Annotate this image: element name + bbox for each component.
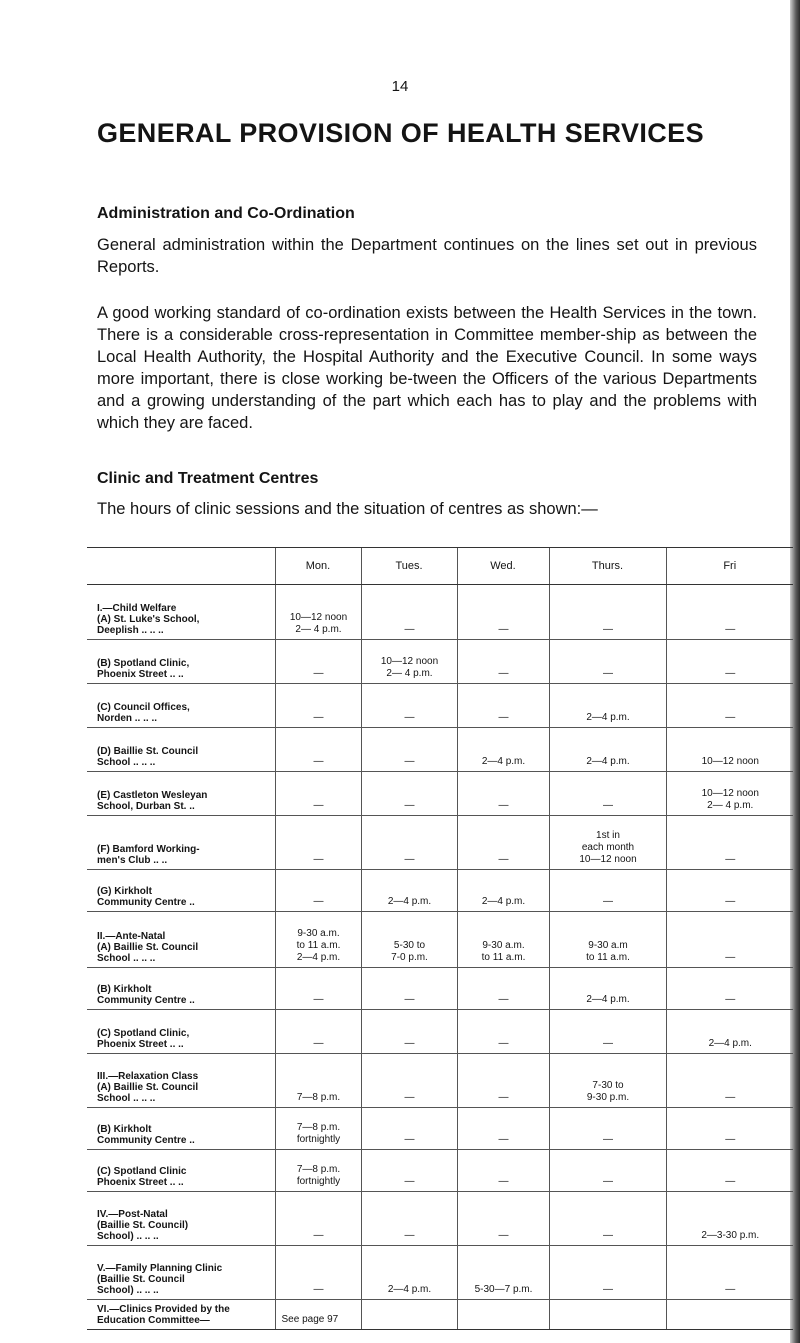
schedule-cell-line: 2—4 p.m. [387, 896, 432, 907]
row-label-line: (A) St. Luke's School, [97, 614, 200, 625]
schedule-cell-line: — [603, 1134, 613, 1145]
row-label-line: V.—Family Planning Clinic [97, 1263, 223, 1274]
schedule-cell-line: 2—4 p.m. [387, 1284, 432, 1295]
header-cell: Wed. [457, 548, 549, 585]
schedule-cell [275, 816, 361, 870]
schedule-cell-line: See page 97 [281, 1314, 339, 1325]
schedule-cell-line: — [498, 1038, 509, 1049]
schedule-cell [275, 1054, 361, 1108]
row-label-line: Community Centre .. [97, 995, 195, 1006]
schedule-cell-line: — [725, 668, 736, 679]
schedule-cell [361, 1192, 457, 1246]
schedule-cell-line: — [313, 854, 324, 865]
schedule-cell [549, 640, 666, 684]
schedule-cell [361, 968, 457, 1010]
schedule-cell-line: — [603, 1176, 613, 1187]
schedule-cell-line: to 11 a.m. [296, 940, 341, 951]
row-label [87, 968, 275, 1010]
schedule-cell-line: — [498, 624, 509, 635]
schedule-cell [275, 640, 361, 684]
schedule-cell-line: — [725, 1176, 736, 1187]
row-label-line: (F) Bamford Working- [97, 844, 200, 855]
row-label [87, 728, 275, 772]
schedule-cell-line: — [404, 1134, 415, 1145]
schedule-cell-line: — [725, 1134, 736, 1145]
schedule-cell-line: — [404, 712, 415, 723]
row-label [87, 1108, 275, 1150]
schedule-cell [549, 1246, 666, 1300]
schedule-cell [457, 1150, 549, 1192]
paragraph-general-administration [97, 234, 757, 278]
schedule-cell [361, 870, 457, 912]
schedule-cell [457, 772, 549, 816]
table-row [87, 1246, 793, 1300]
schedule-cell [666, 772, 793, 816]
schedule-cell-line: 2— 4 p.m. [295, 624, 342, 635]
schedule-cell [549, 1150, 666, 1192]
schedule-cell-line: 9-30 a.m [588, 940, 628, 951]
schedule-cell [361, 1300, 457, 1330]
schedule-cell-line: 7—8 p.m. [296, 1164, 341, 1175]
schedule-cell [549, 585, 666, 640]
schedule-cell-line: 2—4 p.m. [586, 994, 630, 1005]
schedule-cell-line: — [603, 896, 613, 907]
schedule-cell-line: — [498, 1092, 509, 1103]
schedule-cell [275, 1150, 361, 1192]
schedule-cell-line: fortnightly [296, 1134, 341, 1145]
schedule-cell [666, 1108, 793, 1150]
schedule-cell [666, 1300, 793, 1330]
table-row [87, 870, 793, 912]
schedule-cell [457, 640, 549, 684]
schedule-cell [457, 870, 549, 912]
schedule-cell-line: each month [581, 842, 635, 853]
schedule-cell-line: — [313, 1284, 324, 1295]
schedule-cell [275, 1246, 361, 1300]
schedule-cell [549, 772, 666, 816]
row-label-line: (Baillie St. Council) [97, 1220, 189, 1231]
schedule-cell-line: — [498, 1230, 509, 1241]
schedule-cell-line: 10—12 noon [701, 756, 759, 767]
schedule-cell [549, 1010, 666, 1054]
row-label-line: (A) Baillie St. Council [97, 942, 199, 953]
schedule-cell-line: to 11 a.m. [481, 952, 526, 963]
schedule-cell-line: — [498, 712, 509, 723]
schedule-cell-line: — [603, 1038, 613, 1049]
schedule-cell [457, 1054, 549, 1108]
schedule-cell-line: 9-30 a.m. [297, 928, 340, 939]
page-number: 14 [391, 78, 409, 95]
schedule-cell-line: — [725, 896, 736, 907]
table-row [87, 912, 793, 968]
row-label-line: (C) Spotland Clinic, [97, 1028, 190, 1039]
schedule-cell [361, 1054, 457, 1108]
schedule-cell [666, 728, 793, 772]
schedule-cell [361, 728, 457, 772]
schedule-cell [275, 1300, 361, 1330]
schedule-cell-line: 1st in [596, 830, 620, 841]
schedule-cell [549, 870, 666, 912]
table-row [87, 728, 793, 772]
header-cell: Fri [666, 548, 793, 585]
schedule-cell [666, 1054, 793, 1108]
schedule-cell [549, 1300, 666, 1330]
row-label-line: Community Centre .. [97, 1135, 195, 1146]
row-label-line: men's Club .. .. [97, 855, 168, 866]
schedule-cell [361, 640, 457, 684]
schedule-cell-line: — [404, 800, 415, 811]
schedule-cell [361, 816, 457, 870]
row-label-line: Deeplish .. .. .. [97, 625, 164, 636]
row-label [87, 1150, 275, 1192]
schedule-cell-line: — [603, 668, 613, 679]
schedule-cell-line: — [404, 1176, 415, 1187]
paragraph-clinic-intro [97, 498, 757, 520]
schedule-cell [666, 585, 793, 640]
row-label-line: School, Durban St. .. [97, 801, 195, 812]
schedule-cell [361, 1150, 457, 1192]
schedule-cell-line: — [313, 896, 324, 907]
row-label-line: II.—Ante-Natal [97, 931, 166, 942]
schedule-cell [666, 1010, 793, 1054]
row-label-line: Phoenix Street .. .. [97, 1177, 184, 1188]
paragraph-text: General administration within the Department continues on the lines set out in previous Reports. [97, 236, 757, 276]
header-cell [87, 548, 275, 585]
schedule-cell [361, 1010, 457, 1054]
row-label [87, 1192, 275, 1246]
schedule-cell-line: 2—3-30 p.m. [701, 1230, 760, 1241]
schedule-cell-line: — [725, 1284, 736, 1295]
schedule-cell-line: 2—4 p.m. [708, 1038, 752, 1049]
schedule-cell-line: 2— 4 p.m. [707, 800, 754, 811]
schedule-cell-line: 7-30 to [592, 1080, 624, 1091]
row-label [87, 585, 275, 640]
schedule-cell [666, 912, 793, 968]
schedule-cell-line: — [313, 756, 324, 767]
row-label-line: VI.—Clinics Provided by the [97, 1304, 230, 1315]
section-heading-clinics: Clinic and Treatment Centres [97, 470, 319, 487]
schedule-cell-line: 5-30 to [393, 940, 426, 951]
schedule-cell-line: — [725, 854, 736, 865]
schedule-cell [549, 968, 666, 1010]
schedule-cell-line: — [404, 994, 415, 1005]
schedule-cell [275, 870, 361, 912]
table-row [87, 1150, 793, 1192]
schedule-cell-line: — [498, 800, 509, 811]
schedule-cell [666, 684, 793, 728]
row-label-line: III.—Relaxation Class [97, 1071, 199, 1082]
row-label-line: (B) Kirkholt [97, 984, 152, 995]
schedule-cell [361, 772, 457, 816]
schedule-cell-line: — [313, 712, 324, 723]
header-cell: Mon. [275, 548, 361, 585]
table-header-row [87, 548, 793, 585]
paragraph-text: A good working standard of co-ordination exists between the Health Services in the town. There is a considerable cross-representation in Committee member-ship as between the Local Health Authority, the Hospital Authority and the Executive Council. In some ways more important, there is close working be-tween the Officers of the various Departments and a growing understanding of the part which each has to play and the problems with which they are faced. [97, 304, 757, 432]
table-row [87, 585, 793, 640]
schedule-cell-line: — [313, 1230, 324, 1241]
row-label-line: (C) Council Offices, [97, 702, 190, 713]
schedule-cell-line: — [498, 1134, 509, 1145]
table-row [87, 684, 793, 728]
row-label [87, 684, 275, 728]
schedule-cell-line: — [725, 952, 736, 963]
schedule-cell-line: — [725, 994, 736, 1005]
schedule-cell-line: — [404, 756, 415, 767]
schedule-cell-line: 5-30—7 p.m. [474, 1284, 533, 1295]
schedule-cell [275, 1010, 361, 1054]
table-row [87, 968, 793, 1010]
schedule-cell [361, 585, 457, 640]
schedule-cell-line: — [603, 1230, 613, 1241]
row-label-line: (Baillie St. Council [97, 1274, 185, 1285]
schedule-cell-line: — [404, 1038, 415, 1049]
row-label-line: Education Committee— [97, 1315, 210, 1326]
schedule-cell [457, 968, 549, 1010]
schedule-cell-line: fortnightly [296, 1176, 341, 1187]
row-label [87, 816, 275, 870]
row-label-line: (B) Kirkholt [97, 1124, 152, 1135]
row-label [87, 912, 275, 968]
schedule-cell-line: 2—4 p.m. [481, 896, 526, 907]
row-label-line: Community Centre .. [97, 897, 195, 908]
row-label [87, 1054, 275, 1108]
schedule-cell [275, 1108, 361, 1150]
schedule-cell-line: 7-0 p.m. [391, 952, 428, 963]
schedule-cell-line: — [498, 854, 509, 865]
schedule-cell [666, 1150, 793, 1192]
schedule-cell-line: 2—4 p.m. [586, 712, 630, 723]
table-row [87, 1192, 793, 1246]
schedule-cell-line: 7—8 p.m. [296, 1122, 341, 1133]
table-row [87, 1010, 793, 1054]
row-label-line: IV.—Post-Natal [97, 1209, 168, 1220]
schedule-cell [549, 684, 666, 728]
schedule-cell [549, 1054, 666, 1108]
header-cell: Tues. [361, 548, 457, 585]
schedule-cell-line: — [498, 994, 509, 1005]
row-label-line: Phoenix Street .. .. [97, 1039, 184, 1050]
row-label [87, 772, 275, 816]
schedule-cell-line: — [725, 1092, 736, 1103]
header-cell: Thurs. [549, 548, 666, 585]
schedule-cell [549, 1192, 666, 1246]
row-label-line: (G) Kirkholt [97, 886, 152, 897]
row-label [87, 640, 275, 684]
schedule-cell [666, 816, 793, 870]
table-row [87, 1108, 793, 1150]
paragraph-coordination [97, 302, 757, 434]
row-label [87, 1300, 275, 1330]
schedule-cell-line: 9-30 p.m. [586, 1092, 630, 1103]
table-row [87, 1300, 793, 1330]
schedule-cell-line: — [313, 800, 324, 811]
schedule-cell [457, 1010, 549, 1054]
schedule-cell [275, 912, 361, 968]
schedule-cell-line: — [404, 854, 415, 865]
schedule-cell [549, 912, 666, 968]
row-label-line: School .. .. .. [97, 757, 156, 768]
schedule-cell-line: 2—4 p.m. [481, 756, 526, 767]
row-label-line: (A) Baillie St. Council [97, 1082, 199, 1093]
schedule-cell-line: 7—8 p.m. [296, 1092, 341, 1103]
schedule-cell-line: 9-30 a.m. [482, 940, 525, 951]
row-label-line: (B) Spotland Clinic, [97, 658, 190, 669]
schedule-cell [361, 684, 457, 728]
schedule-cell-line: — [313, 994, 324, 1005]
table-row [87, 1054, 793, 1108]
schedule-cell-line: — [404, 1230, 415, 1241]
schedule-cell [275, 684, 361, 728]
schedule-cell [457, 912, 549, 968]
schedule-cell-line: — [498, 1176, 509, 1187]
schedule-cell-line: — [404, 1092, 415, 1103]
schedule-cell [275, 968, 361, 1010]
row-label-line: School .. .. .. [97, 1093, 156, 1104]
schedule-cell [361, 1108, 457, 1150]
schedule-cell [457, 1246, 549, 1300]
table-row [87, 816, 793, 870]
row-label-line: (C) Spotland Clinic [97, 1166, 187, 1177]
row-label [87, 1010, 275, 1054]
schedule-cell-line: — [603, 800, 613, 811]
schedule-cell [361, 1246, 457, 1300]
schedule-cell [666, 640, 793, 684]
schedule-cell-line: 10—12 noon [579, 854, 637, 865]
schedule-cell [457, 1300, 549, 1330]
schedule-cell [457, 1108, 549, 1150]
schedule-cell-line: 2— 4 p.m. [386, 668, 433, 679]
schedule-cell-line: — [725, 624, 736, 635]
row-label-line: School) .. .. .. [97, 1285, 159, 1296]
schedule-cell-line: 2—4 p.m. [586, 756, 630, 767]
schedule-cell [275, 728, 361, 772]
schedule-cell-line: 10—12 noon [380, 656, 439, 667]
schedule-cell [457, 1192, 549, 1246]
schedule-cell [549, 816, 666, 870]
row-label-line: School .. .. .. [97, 953, 156, 964]
page-title: GENERAL PROVISION OF HEALTH SERVICES [97, 118, 704, 148]
schedule-cell [549, 1108, 666, 1150]
schedule-cell-line: 10—12 noon [289, 612, 348, 623]
schedule-cell [275, 585, 361, 640]
row-label-line: School) .. .. .. [97, 1231, 159, 1242]
row-label-line: Norden .. .. .. [97, 713, 158, 724]
row-label [87, 1246, 275, 1300]
schedule-cell [666, 870, 793, 912]
paragraph-text: The hours of clinic sessions and the situation of centres as shown:— [97, 500, 598, 518]
row-label-line: I.—Child Welfare [97, 603, 177, 614]
schedule-cell [275, 772, 361, 816]
schedule-cell-line: — [603, 1284, 613, 1295]
clinic-hours-table [87, 547, 793, 1330]
schedule-cell [666, 968, 793, 1010]
schedule-cell [666, 1246, 793, 1300]
row-label-line: (D) Baillie St. Council [97, 746, 199, 757]
schedule-cell [457, 816, 549, 870]
schedule-cell-line: — [603, 624, 613, 635]
schedule-cell-line: 10—12 noon [701, 788, 759, 799]
row-label [87, 870, 275, 912]
row-label-line: (E) Castleton Wesleyan [97, 790, 208, 801]
schedule-cell [549, 728, 666, 772]
schedule-cell [666, 1192, 793, 1246]
schedule-cell [361, 912, 457, 968]
schedule-cell-line: 2—4 p.m. [296, 952, 341, 963]
schedule-cell-line: — [313, 668, 324, 679]
schedule-cell-line: — [725, 712, 736, 723]
schedule-cell-line: — [404, 624, 415, 635]
table-row [87, 640, 793, 684]
schedule-cell-line: — [498, 668, 509, 679]
schedule-cell-line: — [313, 1038, 324, 1049]
section-heading-administration: Administration and Co-Ordination [97, 205, 355, 222]
schedule-cell-line: to 11 a.m. [586, 952, 630, 963]
schedule-cell [457, 684, 549, 728]
table-row [87, 772, 793, 816]
schedule-cell [457, 585, 549, 640]
row-label-line: Phoenix Street .. .. [97, 669, 184, 680]
schedule-cell [457, 728, 549, 772]
schedule-cell [275, 1192, 361, 1246]
